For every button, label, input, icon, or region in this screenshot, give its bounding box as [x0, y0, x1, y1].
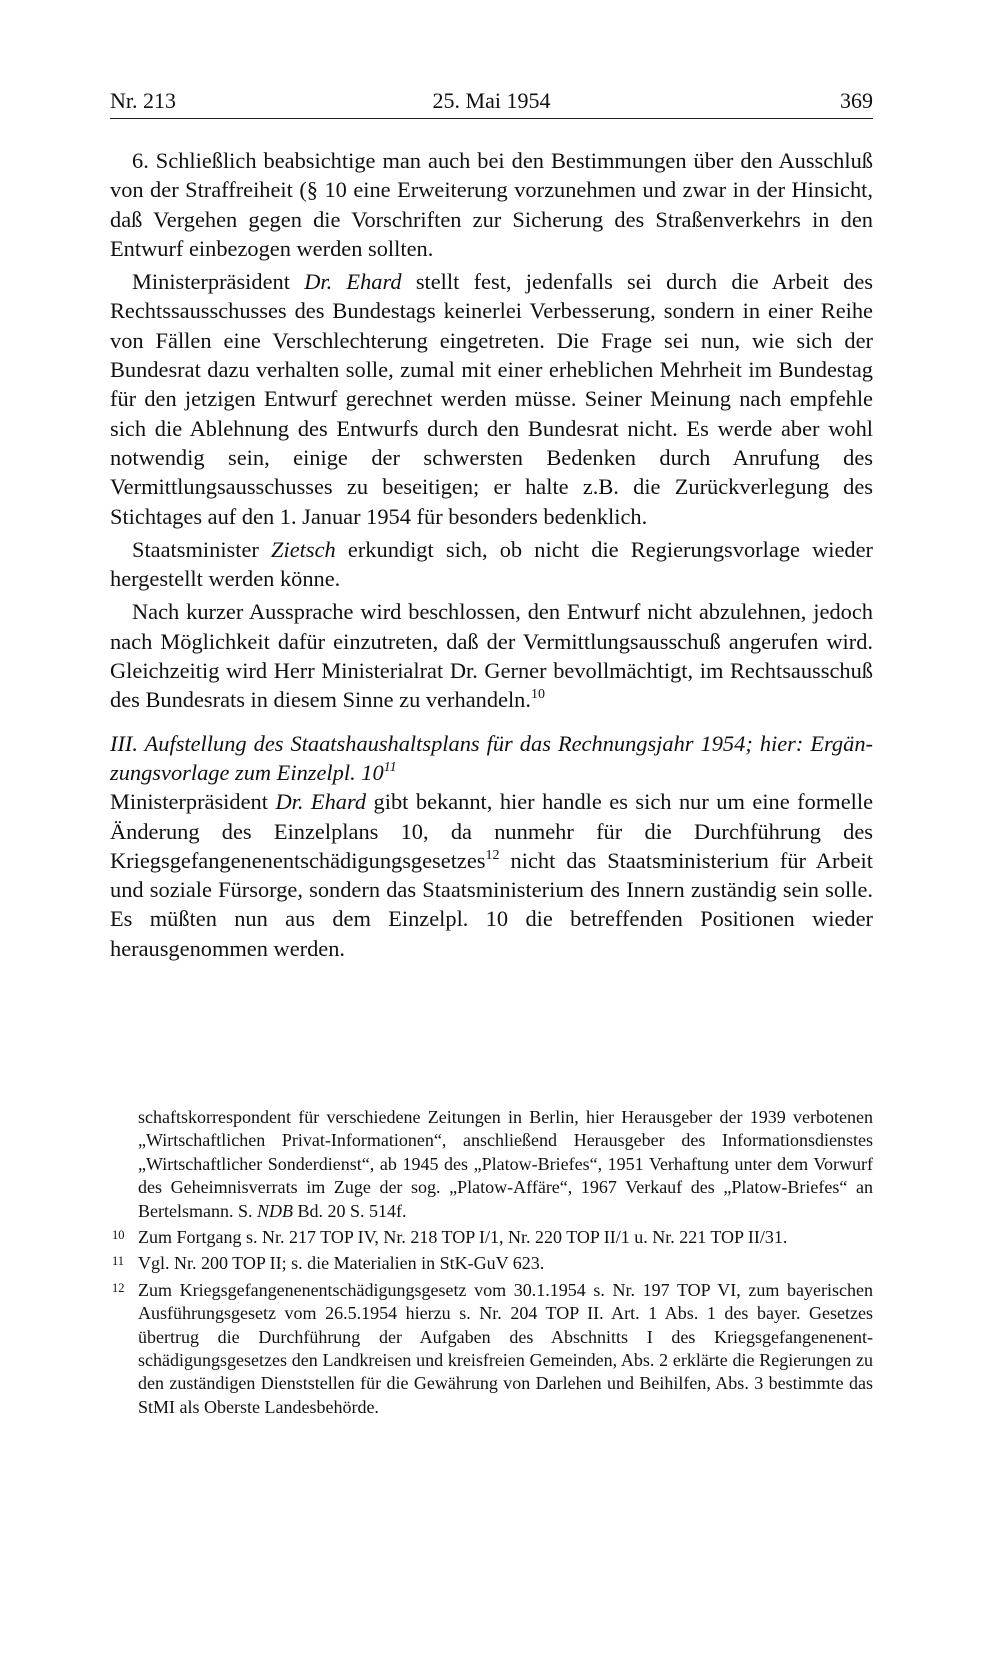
section-heading-text: III. Aufstellung des Staatshaushaltsplans für das Rechnungsjahr 1954; hier: Ergänzungsvorlage zum Einzelpl. 10 [110, 730, 873, 785]
footnote-text: Vgl. Nr. 200 TOP II; s. die Materialien in StK-GuV 623. [138, 1253, 545, 1274]
footnote-text: schaftskorrespondent für verschiedene Zeitungen in Berlin, hier Herausgeber der 1939 verbotenen „Wirtschaftlichen Privat-Informationen“, anschließend Herausgeber des Informationsdienstes „Wirtschaftlicher Sonderdienst“, ab 1945 des „Platow-Briefes“, 1951 Verhaftung unter dem Vorwurf des Geheimnisverrats im Zuge der sog. „Platow-Affäre“, 1967 Verkauf des „Platow-Briefes“ an Bertelsmann. S. [138, 1107, 873, 1221]
footnote-italic-ref: NDB [257, 1200, 293, 1221]
footnote-10 [110, 1226, 873, 1249]
speaker-title: Staatsminister [132, 536, 272, 562]
paragraph-text: stellt fest, jedenfalls sei durch die Arbeit des Rechtssausschusses des Bundestags keinerlei Verbesserung, sondern in einer Reihe von Fällen eine Verschlechterung eingetreten. Die Frage sei nun, wie sich der Bundesrat dazu verhalten solle, zumal mit einer erheblichen Mehrheit im Bundestag für den jetzigen Entwurf gerechnet werden müsse. Seiner Meinung nach empfehle sich die Ablehnung des Entwurfs durch den Bundesrat nicht. Es werde aber wohl notwendig sein, einige der schwersten Bedenken durch Anrufung des Vermittlungsausschusses zu beseitigen; er halte z.B. die Zurückverlegung des Stichtages auf den 1. Januar 1954 für besonders bedenklich. [110, 269, 873, 529]
running-header [110, 84, 873, 119]
footnote-number: 10 [112, 1228, 125, 1243]
footnote-number: 12 [112, 1280, 125, 1295]
paragraph-text: nicht das Staatsministerium für Arbeit und soziale Fürsorge, sondern das Staatsministerium des Innern zuständig sein solle. Es müßten nun aus dem Einzelpl. 10 die betreffenden Positionen wieder herausgenommen werden. [110, 847, 873, 961]
footnote-text: Zum Kriegsgefangenenentschädigungsgesetz vom 30.1.1954 s. Nr. 197 TOP VI, zum bayerischen Ausführungsgesetz vom 26.5.1954 hierzu s. Nr. 204 TOP II. Art. 1 Abs. 1 des bayer. Gesetzes übertrug die Durchführung der Aufgaben des Abschnitts I des Kriegsgefangenenentschädigungsgesetzes den Landkreisen und kreisfreien Gemeinden, Abs. 2 erklärte die Regierungen zu den zuständigen Dienststellen für die Gewährung von Darlehen und Beihilfen, Abs. 3 bestimmte das StMI als Oberste Landesbehörde. [138, 1279, 873, 1417]
speaker-title: Ministerpräsident [132, 269, 305, 295]
paragraph-text: gibt bekannt, hier handle es sich nur um eine formelle Änderung des Einzelplans 10, da nunmehr für die Durchführung des Kriegsgefangenenentschädigungsgesetzes [110, 789, 874, 873]
document-number: Nr. 213 [110, 88, 176, 113]
paragraph-resolution [110, 597, 873, 714]
paragraph-text: erkundigt sich, ob nicht die Regierungsvorlage wieder hergestellt werden könne. [110, 536, 873, 592]
footnote-continuation [110, 1106, 873, 1223]
footnote-text: Zum Fortgang s. Nr. 217 TOP IV, Nr. 218 TOP I/1, Nr. 220 TOP II/1 u. Nr. 221 TOP II/31. [138, 1227, 788, 1248]
footnote-text: Bd. 20 S. 514f. [293, 1200, 407, 1221]
main-text [110, 146, 873, 963]
speaker-name: Dr. Ehard [304, 269, 402, 295]
footnote-ref-11[interactable]: 11 [383, 759, 397, 775]
header-date: 25. Mai 1954 [432, 88, 551, 113]
footnote-12 [110, 1279, 873, 1419]
footnotes [110, 1106, 873, 1419]
footnote-11 [110, 1252, 873, 1275]
paragraph-text: Nach kurzer Aussprache wird beschlossen, den Entwurf nicht abzulehnen, jedoch nach Möglichkeit dafür einzutreten, daß der Vermittlungsausschuß angerufen wird. Gleichzeitig wird Herr Ministerialrat Dr. Gerner bevollmächtigt, im Rechtsausschuß des Bundesrats in diesem Sinne zu verhandeln. [110, 599, 873, 713]
page-number: 369 [840, 88, 873, 113]
paragraph-ehard-budget [110, 787, 873, 963]
footnote-number: 11 [112, 1254, 125, 1269]
footnote-ref-12[interactable]: 12 [485, 847, 500, 863]
paragraph-ehard-statement [110, 267, 873, 531]
footnote-ref-10[interactable]: 10 [530, 687, 545, 703]
speaker-title: Ministerpräsident [110, 789, 276, 815]
section-heading [110, 729, 873, 788]
paragraph-zietsch-query [110, 535, 873, 594]
paragraph-point-6: 6. Schließlich beabsichtige man auch bei den Bestimmungen über den Ausschluß von der Straffreiheit (§ 10 eine Erweiterung vorzunehmen und zwar in der Hinsicht, daß Vergehen gegen die Vorschriften zur Sicherung des Straßenverkehrs in den Entwurf einbezogen werden sollten. [110, 148, 873, 261]
speaker-name: Zietsch [271, 536, 336, 562]
speaker-name: Dr. Ehard [275, 789, 367, 815]
